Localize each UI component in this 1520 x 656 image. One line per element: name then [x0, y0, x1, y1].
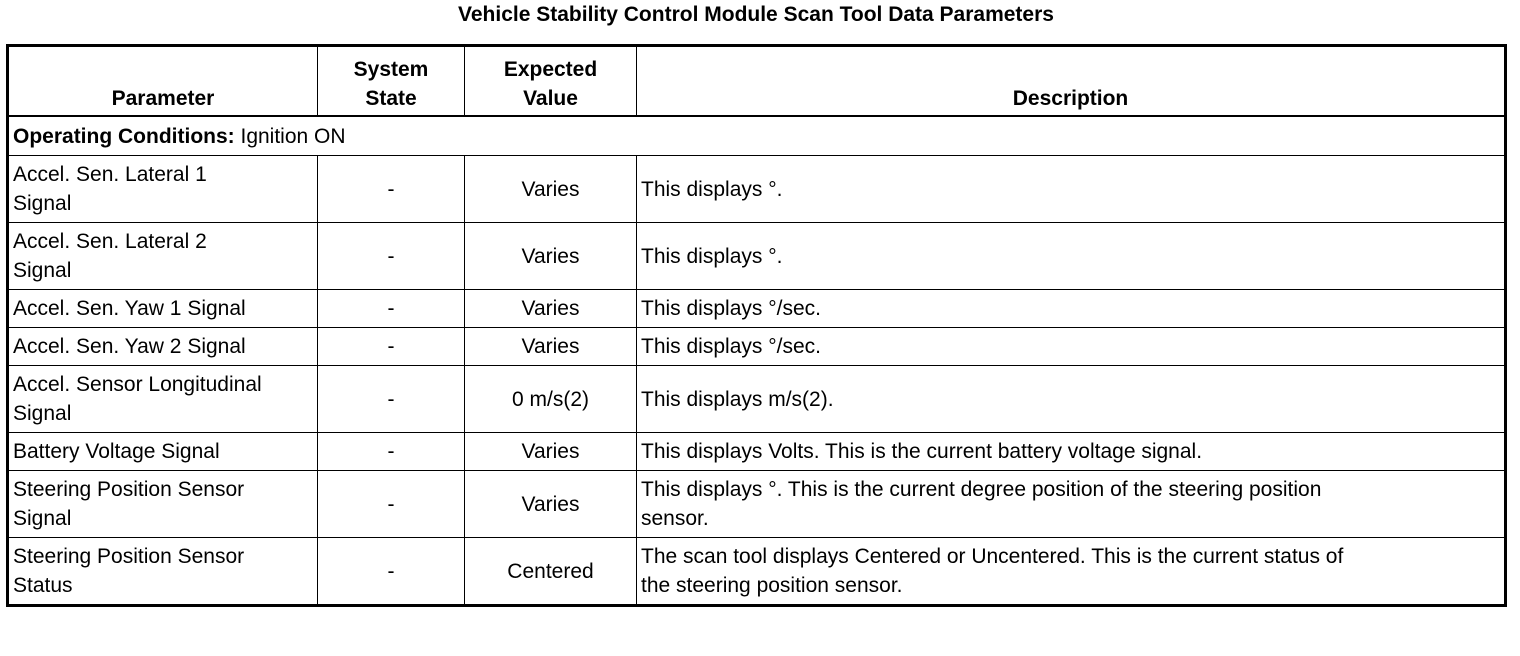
parameter-line: Accel. Sen. Lateral 2: [13, 230, 207, 253]
section-label: Operating Conditions:: [13, 124, 235, 148]
parameter-cell: Battery Voltage Signal: [8, 433, 318, 471]
system-state-cell: -: [318, 366, 465, 433]
description-cell: [637, 156, 1506, 223]
description-cell: [637, 223, 1506, 290]
description-line: the steering position sensor.: [641, 574, 903, 597]
description-cell: This displays °/sec.: [637, 290, 1506, 328]
description-line: The scan tool displays Centered or Uncentered. This is the current status of: [641, 545, 1344, 568]
header-system-state-line1: System: [353, 58, 429, 81]
parameter-line: Accel. Sensor Longitudinal: [13, 373, 262, 396]
description-line: This displays °.: [641, 177, 783, 201]
parameter-line: Signal: [13, 192, 72, 215]
expected-value-cell: Varies: [465, 471, 637, 538]
system-state-cell: -: [318, 471, 465, 538]
description-cell: [637, 366, 1506, 433]
section-value: Ignition ON: [234, 124, 346, 148]
table-row: [8, 433, 1506, 471]
parameter-cell: Accel. Sen. Yaw 2 Signal: [8, 328, 318, 366]
header-system-state-line2: State: [365, 87, 417, 110]
parameter-cell: [8, 366, 318, 433]
table-row: [8, 538, 1506, 606]
section-row: [8, 116, 1506, 156]
system-state-cell: -: [318, 290, 465, 328]
table-row: [8, 156, 1506, 223]
header-expected-value-line1: Expected: [503, 58, 598, 81]
parameter-line: Accel. Sen. Lateral 1: [13, 163, 207, 186]
table-row: [8, 290, 1506, 328]
table-row: [8, 223, 1506, 290]
description-cell: This displays Volts. This is the current battery voltage signal.: [637, 433, 1506, 471]
parameter-cell: [8, 223, 318, 290]
expected-value-cell: Varies: [465, 156, 637, 223]
document-title: Vehicle Stability Control Module Scan Tool Data Parameters: [458, 3, 1054, 26]
expected-value-cell: Varies: [465, 223, 637, 290]
system-state-cell: -: [318, 538, 465, 606]
parameter-line: Signal: [13, 402, 72, 425]
header-description: Description: [637, 46, 1506, 117]
parameter-line: Signal: [13, 259, 72, 282]
header-system-state: [318, 46, 465, 117]
section-cell: [8, 116, 1506, 156]
description-cell: [637, 538, 1506, 606]
description-line: This displays °.: [641, 244, 783, 268]
description-cell: This displays °/sec.: [637, 328, 1506, 366]
header-expected-value: [465, 46, 637, 117]
system-state-cell: -: [318, 156, 465, 223]
expected-value-cell: Varies: [465, 328, 637, 366]
parameter-line: Steering Position Sensor: [13, 478, 245, 501]
header-row: [8, 46, 1506, 117]
table-row: [8, 366, 1506, 433]
parameter-cell: [8, 538, 318, 606]
header-parameter: Parameter: [8, 46, 318, 117]
description-line: This displays °. This is the current degree position of the steering position: [641, 478, 1322, 501]
parameter-line: Status: [13, 574, 73, 597]
parameter-line: Signal: [13, 507, 72, 530]
system-state-cell: -: [318, 433, 465, 471]
description-line: sensor.: [641, 507, 709, 530]
system-state-cell: -: [318, 328, 465, 366]
description-line: This displays m/s(2).: [641, 387, 834, 411]
scan-tool-data-table: [6, 44, 1507, 607]
parameter-cell: [8, 156, 318, 223]
parameter-line: Steering Position Sensor: [13, 545, 245, 568]
table-row: [8, 471, 1506, 538]
expected-value-cell: Varies: [465, 433, 637, 471]
expected-value-cell: Centered: [465, 538, 637, 606]
description-cell: [637, 471, 1506, 538]
parameter-cell: [8, 471, 318, 538]
parameter-cell: Accel. Sen. Yaw 1 Signal: [8, 290, 318, 328]
expected-value-cell: Varies: [465, 290, 637, 328]
header-expected-value-line2: Value: [523, 87, 578, 110]
expected-value-cell: 0 m/s(2): [465, 366, 637, 433]
system-state-cell: -: [318, 223, 465, 290]
table-row: [8, 328, 1506, 366]
